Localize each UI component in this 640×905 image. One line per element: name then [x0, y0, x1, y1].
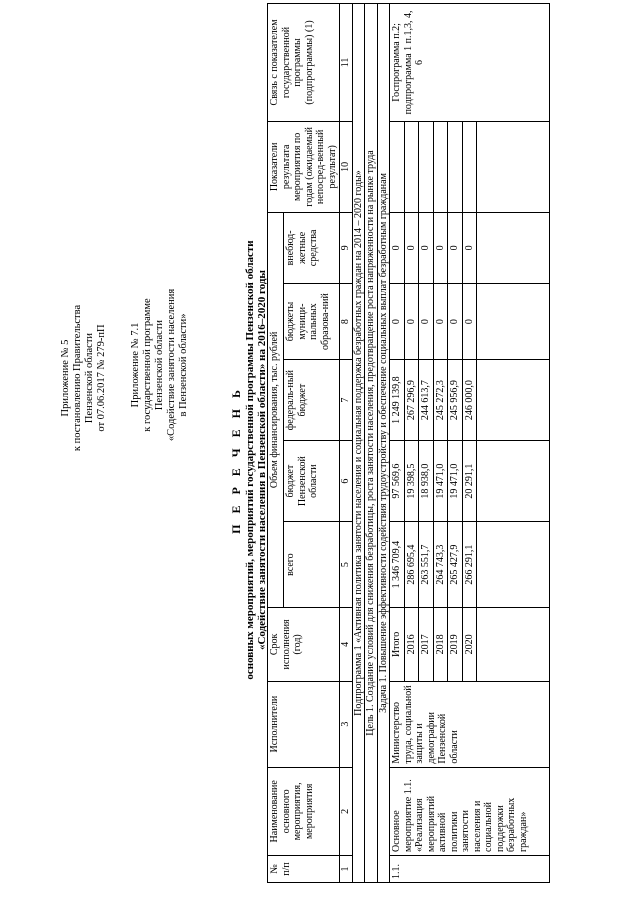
- cell-regional: 18 938,0: [419, 441, 434, 522]
- cell-term: 2019: [448, 608, 463, 682]
- appendix-7-1-line3: Пензенской области: [154, 319, 165, 411]
- cell-regional: 19 471,0: [433, 441, 448, 522]
- cell-indicator: [404, 121, 419, 212]
- col-header-num: № п/п: [268, 856, 340, 883]
- cell-indicator: [448, 121, 463, 212]
- cell-federal: 1 249 139,8: [390, 360, 405, 441]
- colnum: 6: [340, 441, 353, 522]
- cell-federal: 245 272,3: [433, 360, 448, 441]
- cell-indicator: [462, 121, 477, 212]
- cell-municipal: 0: [448, 284, 463, 360]
- colnum: 5: [340, 522, 353, 608]
- colnum: 8: [340, 284, 353, 360]
- colnum: 1: [340, 856, 353, 883]
- cell-total: 1 346 709,4: [390, 522, 405, 608]
- colnum: 10: [340, 121, 353, 212]
- appendix-7-1-line2: к государственной программе: [142, 298, 153, 432]
- cell-offbudget: 0: [448, 212, 463, 283]
- cell-municipal: 0: [433, 284, 448, 360]
- cell-total: 263 551,7: [419, 522, 434, 608]
- col-header-total: всего: [284, 522, 340, 608]
- measures-table: [267, 3, 550, 883]
- colnum: 3: [340, 681, 353, 767]
- colnum: 7: [340, 360, 353, 441]
- task-row: [377, 4, 390, 883]
- cell-municipal: 0: [404, 284, 419, 360]
- appendix-5-header: [60, 248, 108, 508]
- appendix-7-1-line4: «Содействие занятости населения: [166, 288, 177, 442]
- col-header-name: Наименование основного мероприятия, мероприятия: [268, 767, 340, 855]
- goal-row: [365, 4, 378, 883]
- cell-total: 264 743,3: [433, 522, 448, 608]
- appendix-5-line3: Пензенской области: [84, 332, 95, 424]
- cell-total: 265 427,9: [448, 522, 463, 608]
- cell-empty: [477, 441, 550, 522]
- cell-term: 2018: [433, 608, 448, 682]
- title-line1: основных мероприятий, мероприятий государственной программы Пензенской области: [244, 240, 256, 680]
- col-header-link: Связь с показателем государственной программы (подпрограммы) (1): [268, 4, 340, 122]
- colnum: 4: [340, 608, 353, 682]
- cell-empty: [477, 284, 550, 360]
- cell-term: 2020: [462, 608, 477, 682]
- cell-indicator: [419, 121, 434, 212]
- col-header-federal: федераль-ный бюджет: [284, 360, 340, 441]
- document-title: [230, 110, 268, 810]
- appendix-7-1-header: [130, 235, 190, 495]
- cell-municipal: 0: [419, 284, 434, 360]
- subprogram-title: Подпрограмма 1 «Активная политика занятости населения и социальная поддержка безработных граждан на 2014 – 2020 годы»: [352, 4, 365, 883]
- col-header-indicators: Показатели результата мероприятия по годам (ожидаемый непосред-венный результат): [268, 121, 340, 212]
- row-number: 1.1.: [390, 856, 550, 883]
- cell-federal: 244 613,7: [419, 360, 434, 441]
- cell-offbudget: 0: [433, 212, 448, 283]
- cell-empty: [477, 360, 550, 441]
- colnum: 2: [340, 767, 353, 855]
- cell-empty: [477, 608, 550, 682]
- row-measure-name: Основное мероприятие 1.1. «Реализация мероприятий активной политики занятости населения и социальной поддержки безработных граждан»: [390, 767, 550, 855]
- table-row: [390, 4, 405, 883]
- cell-total: 266 291,1: [462, 522, 477, 608]
- cell-empty: [477, 121, 550, 212]
- col-header-term: Срок исполнения (год): [268, 608, 340, 682]
- appendix-7-1-line1: Приложение № 7.1: [130, 322, 141, 408]
- cell-term: 2016: [404, 608, 419, 682]
- cell-regional: 97 569,6: [390, 441, 405, 522]
- title-line2: «Содействие занятости населения в Пензенской области» на 2016–2020 годы: [256, 269, 268, 651]
- task-title: Задача 1. Повышение эффективности содействия трудоустройству и обеспечение социальных выплат безработным гражданам: [377, 4, 390, 883]
- title-heading: П Е Р Е Ч Е Н Ь: [229, 386, 243, 534]
- cell-municipal: 0: [462, 284, 477, 360]
- colnum: 9: [340, 212, 353, 283]
- col-header-executors: Исполнители: [268, 681, 340, 767]
- appendix-5-line4: от 07.06.2017 № 279-пП: [96, 324, 107, 432]
- header-row-1: [268, 4, 284, 883]
- cell-offbudget: 0: [419, 212, 434, 283]
- col-header-municipal: бюджеты муници-пальных образова-ний: [284, 284, 340, 360]
- cell-federal: 267 296,9: [404, 360, 419, 441]
- col-header-offbudget: внебюд-жетные средства: [284, 212, 340, 283]
- cell-empty: [477, 522, 550, 608]
- cell-regional: 19 471,0: [448, 441, 463, 522]
- cell-indicator: [433, 121, 448, 212]
- appendix-7-1-line5: в Пензенской области»: [178, 313, 189, 417]
- cell-offbudget: 0: [404, 212, 419, 283]
- cell-term: 2017: [419, 608, 434, 682]
- appendix-5-line1: Приложение № 5: [60, 339, 71, 417]
- cell-empty: [477, 212, 550, 283]
- row-executor: Министерство труда, социальной защиты и демографии Пензенской области: [390, 681, 550, 767]
- cell-regional: 19 398,5: [404, 441, 419, 522]
- cell-total: 286 695,4: [404, 522, 419, 608]
- cell-federal: 246 000,0: [462, 360, 477, 441]
- cell-offbudget: 0: [462, 212, 477, 283]
- col-header-regional: бюджет Пензенской области: [284, 441, 340, 522]
- cell-indicator: [390, 121, 405, 212]
- cell-offbudget: 0: [390, 212, 405, 283]
- cell-term: Итого: [390, 608, 405, 682]
- subprogram-row: [352, 4, 365, 883]
- appendix-5-line2: к постановлению Правительства: [72, 304, 83, 452]
- cell-regional: 20 291,1: [462, 441, 477, 522]
- cell-municipal: 0: [390, 284, 405, 360]
- colnum: 11: [340, 4, 353, 122]
- col-header-funding: Объем финансирования, тыс. рублей: [268, 212, 284, 607]
- row-link: Госпрограмма п.2; подпрограмма 1 п.1,3, 4, 6: [390, 4, 550, 122]
- goal-title: Цель 1. Создание условий для снижения безработицы, роста занятости населения, предотвращение роста напряженности на рынке труда: [365, 4, 378, 883]
- cell-federal: 245 956,9: [448, 360, 463, 441]
- column-number-row: [340, 4, 353, 883]
